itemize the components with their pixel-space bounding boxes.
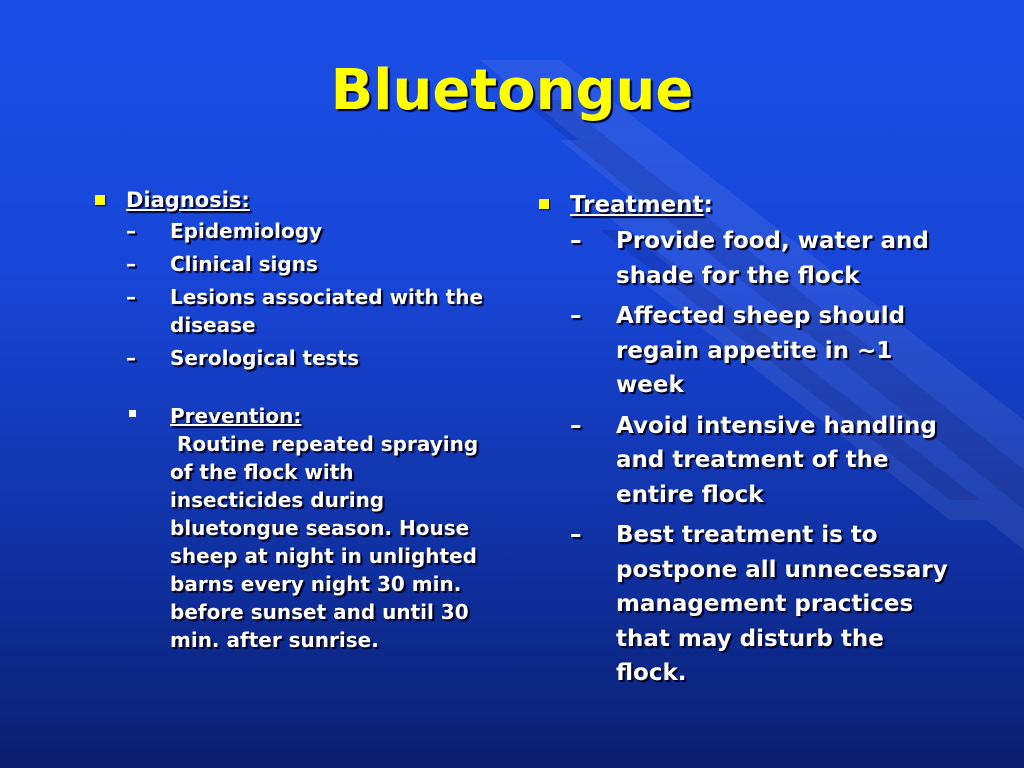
list-item-text: Lesions associated with the disease: [170, 285, 484, 337]
list-item: [570, 409, 952, 513]
dash-bullet-icon: –: [126, 346, 136, 370]
left-column: [88, 188, 488, 654]
prevention-block: [126, 402, 488, 654]
list-item: [126, 217, 488, 245]
dash-bullet-icon: –: [570, 228, 582, 254]
prevention-text: Routine repeated spraying of the flock with insecticides during bluetongue season. House sheep at night in unlighted barns every night 30 min. before sunset and until 30 min. after sunrise.: [170, 432, 486, 652]
list-item-text: Clinical signs: [170, 252, 318, 276]
list-item-text: Epidemiology: [170, 219, 323, 243]
treatment-bullet: [532, 192, 952, 218]
diagnosis-list: [126, 217, 488, 372]
right-column: [532, 192, 952, 691]
list-item-text: Best treatment is to postpone all unnecessary management practices that may disturb the flock.: [616, 522, 948, 686]
list-item-text: Avoid intensive handling and treatment of the entire flock: [616, 412, 937, 508]
list-item: [126, 250, 488, 278]
dash-bullet-icon: –: [570, 303, 582, 329]
small-square-bullet-icon: [129, 410, 136, 417]
list-item: [570, 224, 952, 293]
treatment-heading: Treatment: [570, 192, 704, 218]
list-item-text: Serological tests: [170, 346, 360, 370]
diagnosis-heading: Diagnosis:: [126, 188, 250, 212]
square-bullet-icon: [539, 199, 549, 209]
list-item: [570, 518, 952, 691]
dash-bullet-icon: –: [126, 252, 136, 276]
treatment-heading-colon: :: [703, 192, 713, 218]
list-item-text: Provide food, water and shade for the flock: [616, 228, 929, 289]
list-item-text: Affected sheep should regain appetite in ~1 week: [616, 303, 906, 398]
square-bullet-icon: [95, 195, 105, 205]
treatment-list: [570, 224, 952, 691]
dash-bullet-icon: –: [126, 285, 136, 309]
list-item: [126, 344, 488, 372]
slide-title: Bluetongue: [330, 58, 694, 123]
list-item: [570, 299, 952, 403]
dash-bullet-icon: –: [570, 522, 582, 548]
dash-bullet-icon: –: [126, 219, 136, 243]
prevention-heading: Prevention:: [170, 404, 302, 428]
dash-bullet-icon: –: [570, 412, 582, 439]
diagnosis-bullet: [88, 188, 488, 212]
list-item: [126, 283, 488, 339]
